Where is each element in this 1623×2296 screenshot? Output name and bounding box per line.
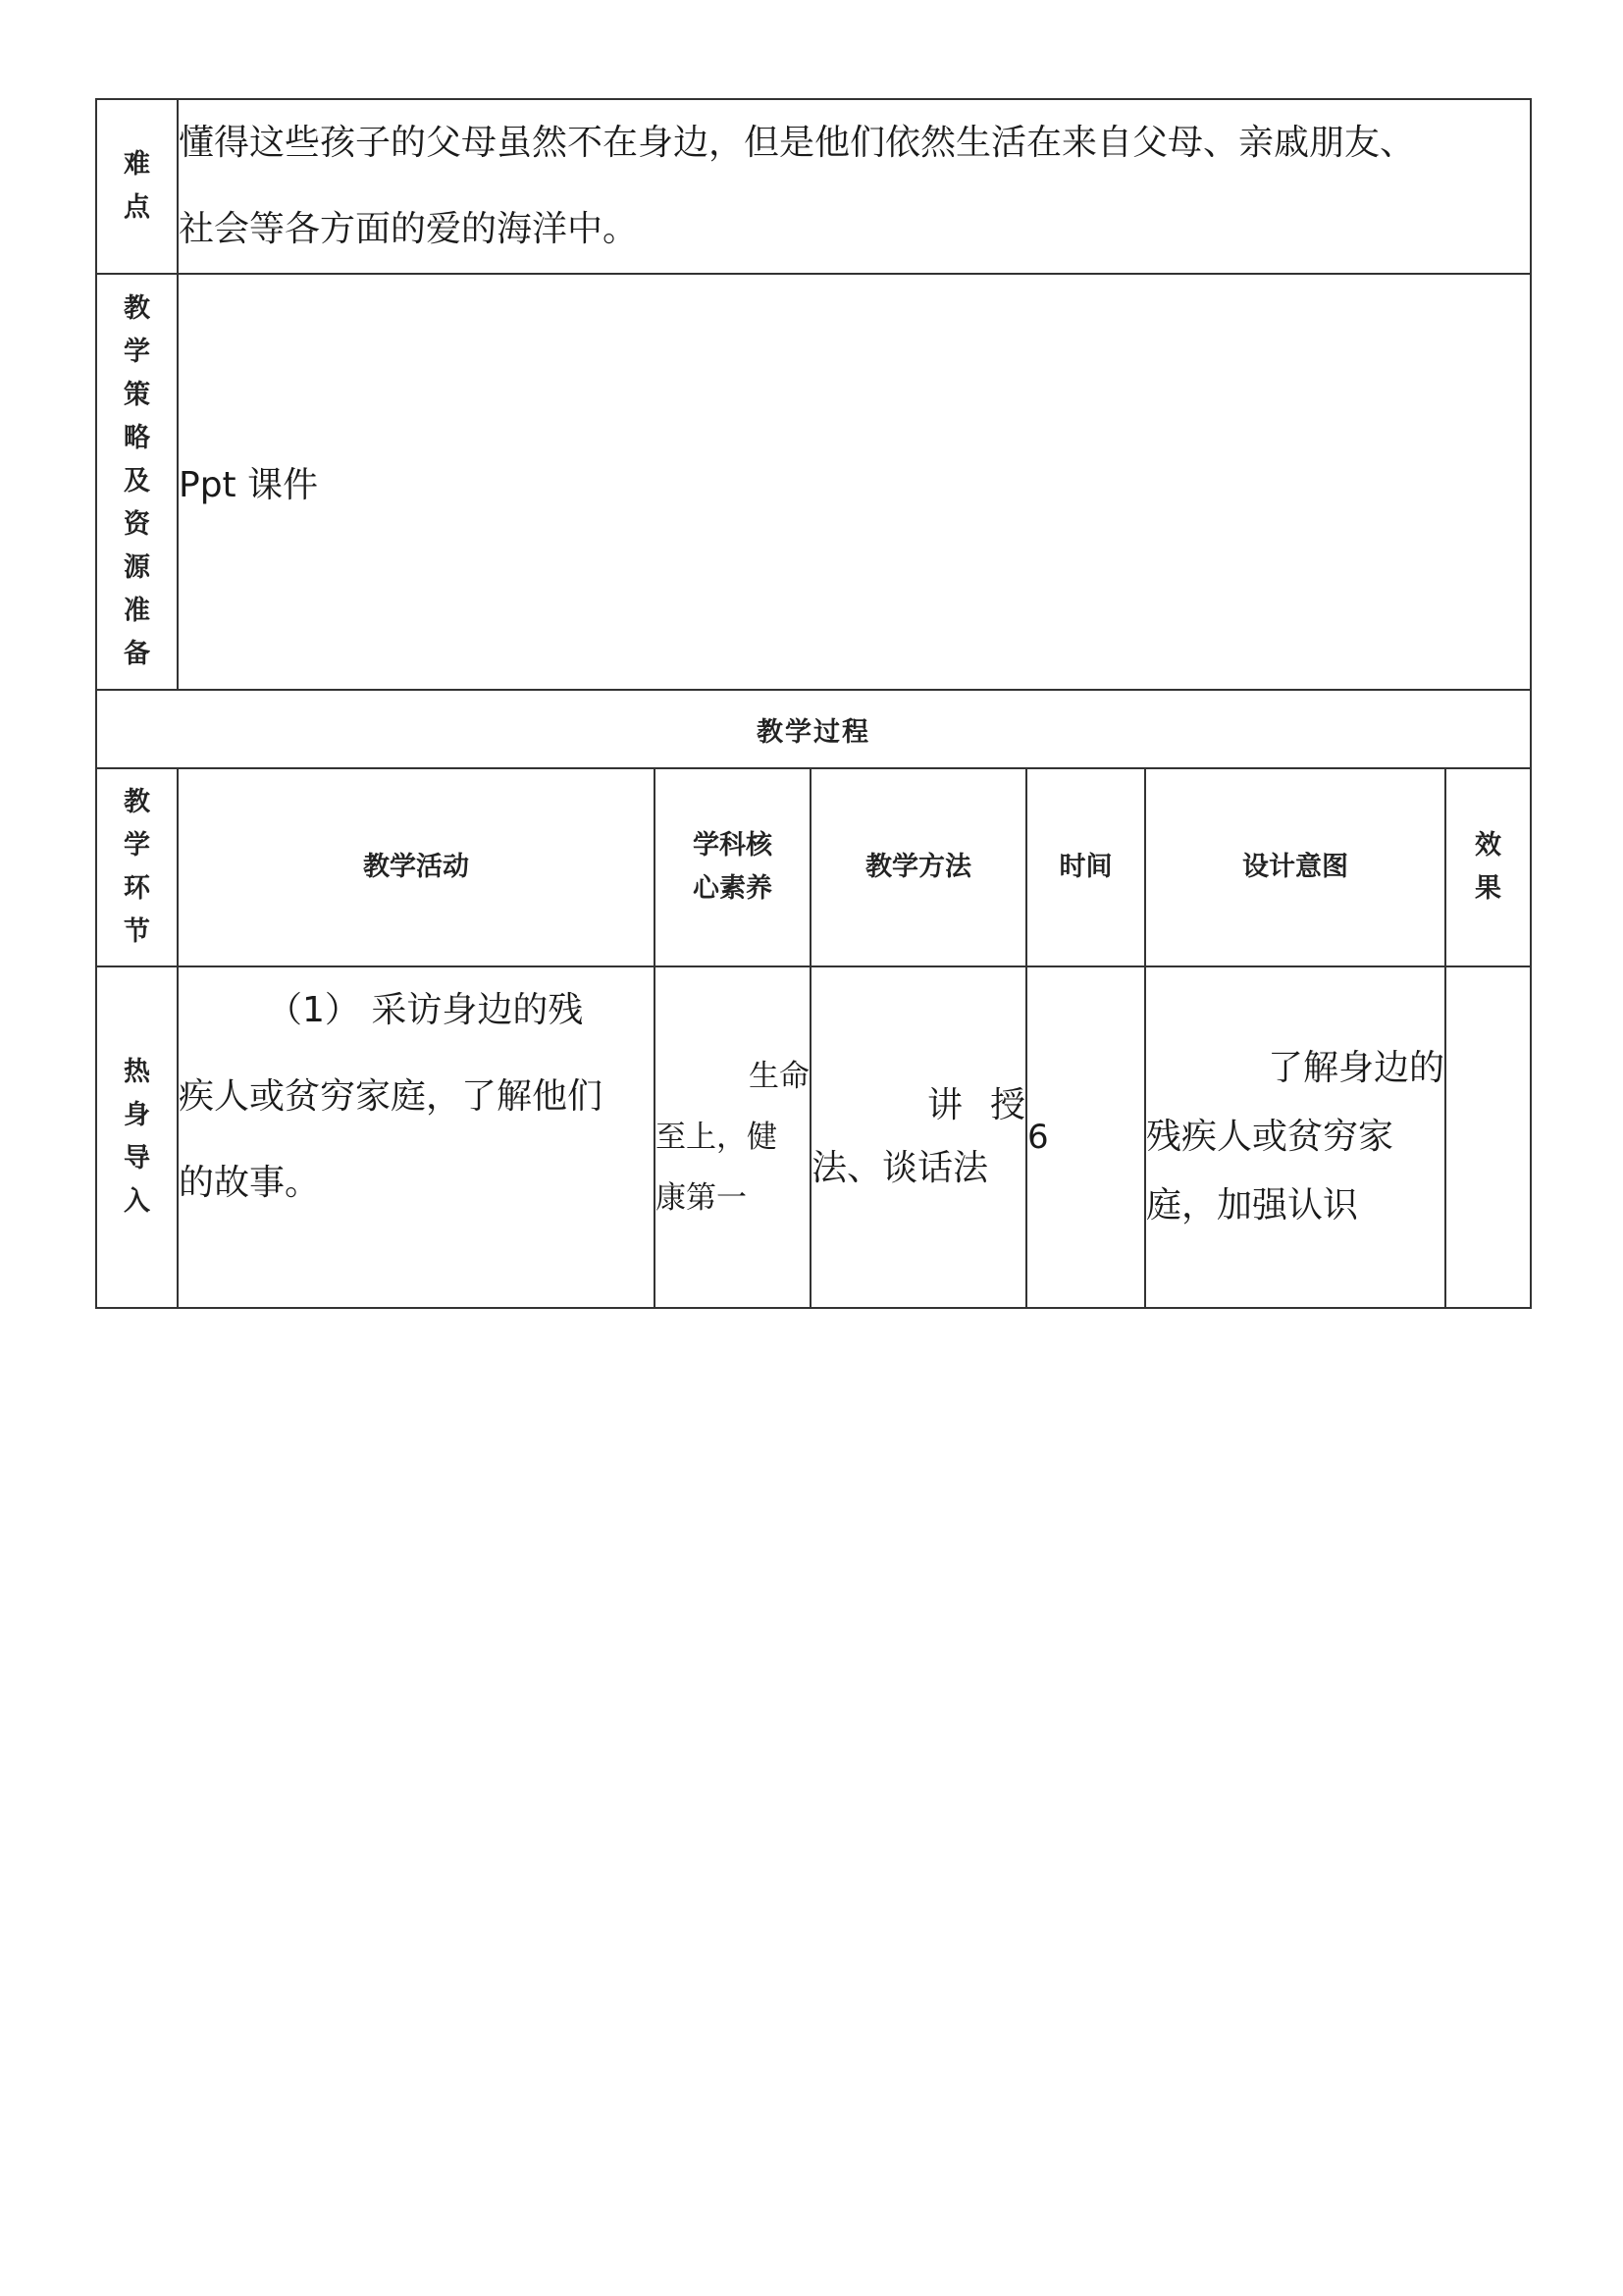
difficulty-row xyxy=(96,99,1531,274)
difficulty-text-line: 社会等各方面的爱的海洋中。 xyxy=(179,209,639,249)
process-title-row xyxy=(96,690,1531,768)
header-row xyxy=(96,768,1531,966)
table-row xyxy=(96,966,1531,1308)
activity-line: 的故事。 xyxy=(179,1163,321,1203)
activity-line: （1） 采访身边的残 xyxy=(267,990,584,1030)
header-method: 教学方法 xyxy=(811,768,1026,966)
header-core-literacy: 学科核 心素养 xyxy=(654,768,811,966)
strategy-label: 教 学 策 略 及 资 源 准 备 xyxy=(96,274,178,690)
intent-cell: 了解身边的 残疾人或贫穷家 庭，加强认识 xyxy=(1145,966,1445,1308)
header-activity: 教学活动 xyxy=(178,768,654,966)
header-intent: 设计意图 xyxy=(1145,768,1445,966)
strategy-content: Ppt 课件 xyxy=(178,274,1531,690)
difficulty-text-line: 懂得这些孩子的父母虽然不在身边，但是他们依然生活在来自父母、亲戚朋友、 xyxy=(179,123,1416,163)
activity-cell xyxy=(178,966,654,1308)
effect-cell xyxy=(1445,966,1531,1308)
process-title: 教学过程 xyxy=(96,690,1531,768)
header-stage: 教 学 环 节 xyxy=(96,768,178,966)
lesson-plan-table xyxy=(95,98,1532,1309)
strategy-row xyxy=(96,274,1531,690)
activity-line: 疾人或贫穷家庭，了解他们 xyxy=(179,1076,603,1117)
header-time: 时间 xyxy=(1026,768,1145,966)
core-literacy-cell: 生命 至上，健 康第一 xyxy=(654,966,811,1308)
time-cell: 6 xyxy=(1026,966,1145,1308)
method-cell: 讲授 法、谈话法 xyxy=(811,966,1026,1308)
header-effect: 效 果 xyxy=(1445,768,1531,966)
stage-label: 热 身 导 入 xyxy=(96,966,178,1308)
difficulty-label: 难 点 xyxy=(96,99,178,274)
difficulty-text xyxy=(178,99,1531,274)
